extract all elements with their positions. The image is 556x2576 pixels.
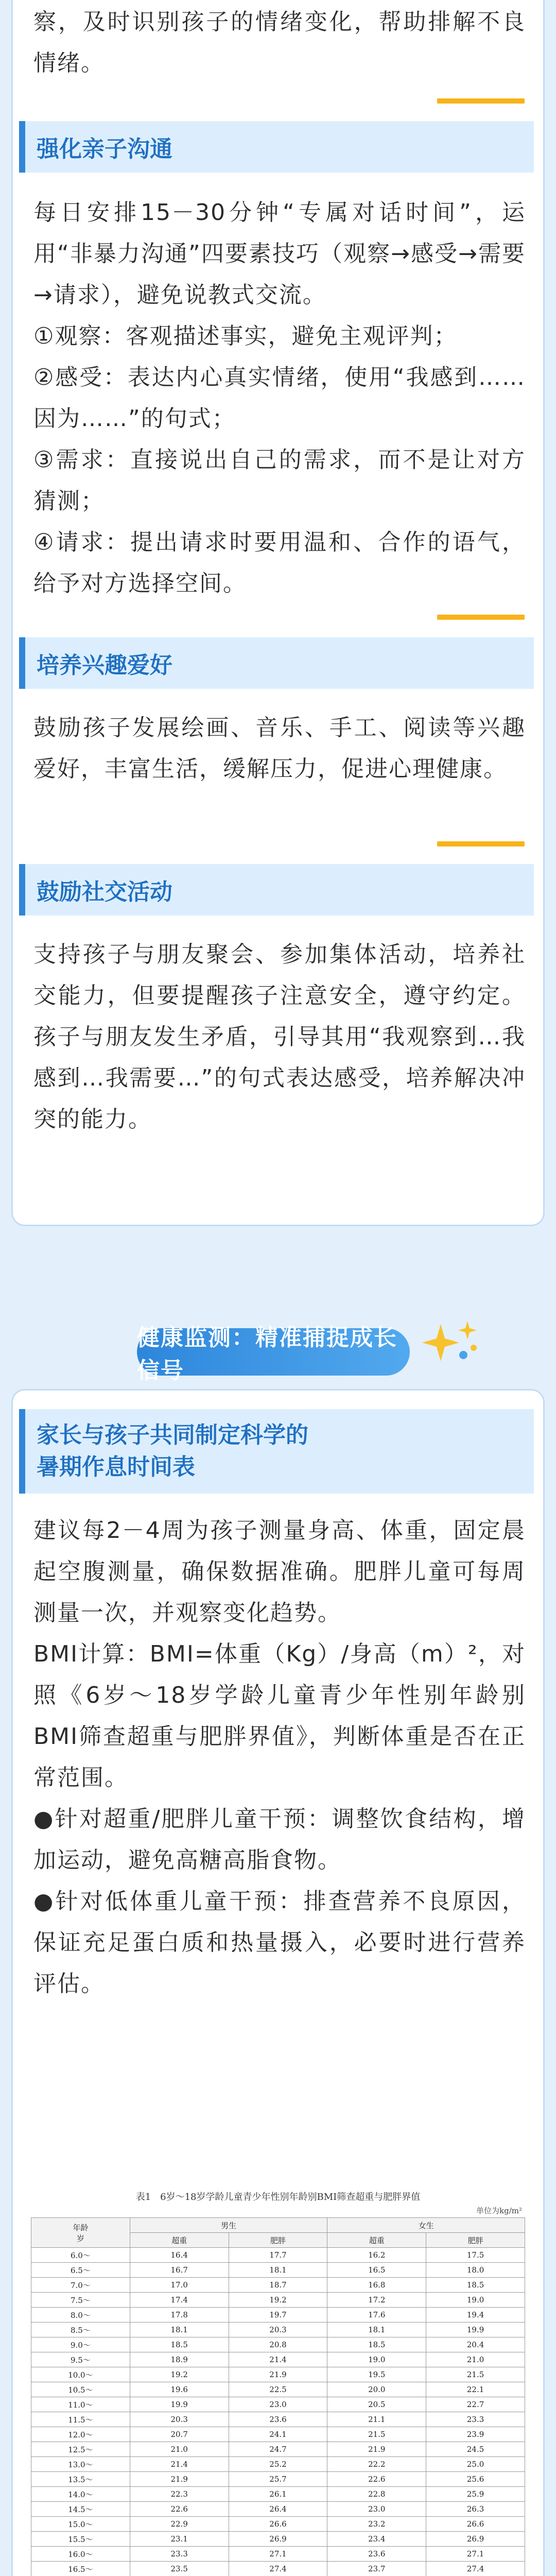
table-row — [31, 2562, 525, 2576]
table-cell: 17.2 — [327, 2293, 426, 2308]
table-cell: 19.2 — [130, 2367, 229, 2382]
table-body — [31, 2248, 525, 2576]
table-cell: 23.1 — [130, 2532, 229, 2547]
table-row — [31, 2457, 525, 2472]
table-cell: 16.8 — [327, 2278, 426, 2293]
table-cell: 16.2 — [327, 2248, 426, 2263]
table-cell: 14.0～ — [31, 2487, 130, 2502]
table-cell: 21.9 — [229, 2367, 327, 2382]
table-cell: 20.0 — [327, 2382, 426, 2397]
table-row — [31, 2472, 525, 2487]
table-cell: 25.6 — [426, 2472, 525, 2487]
table-cell: 26.1 — [229, 2487, 327, 2502]
table-cell: 26.9 — [426, 2532, 525, 2547]
table-cell: 22.7 — [426, 2397, 525, 2412]
table-cell: 10.0～ — [31, 2367, 130, 2382]
table-cell: 21.4 — [130, 2457, 229, 2472]
heading-text: 鼓励社交活动 — [37, 879, 172, 905]
tips-card — [11, 0, 545, 1226]
table-row — [31, 2532, 525, 2547]
table-cell: 26.6 — [426, 2517, 525, 2532]
table-cell: 18.1 — [229, 2263, 327, 2278]
table-cell: 16.4 — [130, 2248, 229, 2263]
bmi-table — [31, 2190, 525, 2576]
measurement-text: 建议每2－4周为孩子测量身高、体重，固定晨起空腹测量，确保数据准确。肥胖儿童可每周测量一次，并观察变化趋势。 BMI计算：BMI=体重（Kg）/身高（m）²，对照《6岁～18岁学龄儿童青少年性别年龄别BMI筛查超重与肥胖界值》，判断体重是否在正常范围。 ●针对超重/肥胖儿童干预：调整饮食结构，增加运动，避免高糖高脂食物。 ●针对低体重儿童干预：排查营养不良原因，保证充足蛋白质和热量摄入，必要时进行营养评估。 — [33, 1517, 526, 1997]
table-cell: 27.4 — [229, 2562, 327, 2576]
table-row — [31, 2263, 525, 2278]
table-cell: 19.5 — [327, 2367, 426, 2382]
table-cell: 13.5～ — [31, 2472, 130, 2487]
table-cell: 24.5 — [426, 2442, 525, 2457]
table-cell: 23.0 — [327, 2502, 426, 2517]
bmi-grid — [31, 2217, 525, 2576]
table-cell: 15.0～ — [31, 2517, 130, 2532]
table-cell: 21.4 — [229, 2352, 327, 2367]
table-cell: 20.3 — [130, 2412, 229, 2427]
table-cell: 22.5 — [229, 2382, 327, 2397]
table-cell: 18.9 — [130, 2352, 229, 2367]
banner-text: 健康监测：精准捕捉成长信号 — [137, 1325, 397, 1384]
table-row — [31, 2412, 525, 2427]
table-cell: 20.7 — [130, 2427, 229, 2442]
table-cell: 22.6 — [327, 2472, 426, 2487]
table-cell: 26.6 — [229, 2517, 327, 2532]
table-cell: 17.0 — [130, 2278, 229, 2293]
table-cell: 19.0 — [327, 2352, 426, 2367]
table-cell: 24.7 — [229, 2442, 327, 2457]
table-cell: 20.5 — [327, 2397, 426, 2412]
table-cell: 17.8 — [130, 2308, 229, 2323]
table-cell: 21.9 — [327, 2442, 426, 2457]
table-cell: 16.5 — [327, 2263, 426, 2278]
heading-schedule — [19, 1409, 534, 1494]
table-cell: 16.5～ — [31, 2562, 130, 2576]
table-cell: 23.5 — [130, 2562, 229, 2576]
table-cell: 18.1 — [327, 2323, 426, 2337]
table-cell: 26.4 — [229, 2502, 327, 2517]
table-cell: 25.2 — [229, 2457, 327, 2472]
sparkle-icon — [420, 1319, 482, 1370]
table-row — [31, 2352, 525, 2367]
table-cell: 27.4 — [426, 2562, 525, 2576]
table-cell: 26.3 — [426, 2502, 525, 2517]
table-cell: 13.0～ — [31, 2457, 130, 2472]
table-cell: 23.7 — [327, 2562, 426, 2576]
table-cell: 17.4 — [130, 2293, 229, 2308]
section-banner — [137, 1325, 410, 1384]
table-cell: 22.1 — [426, 2382, 525, 2397]
table-cell: 15.5～ — [31, 2532, 130, 2547]
table-row — [31, 2278, 525, 2293]
table-cell: 22.2 — [327, 2457, 426, 2472]
table-cell: 16.0～ — [31, 2547, 130, 2562]
hobbies-text: 鼓励孩子发展绘画、音乐、手工、阅读等兴趣爱好，丰富生活，缓解压力，促进心理健康。 — [33, 715, 526, 782]
table-row — [31, 2382, 525, 2397]
heading-parent-communication — [19, 121, 534, 173]
col-header-obese: 肥胖 — [229, 2233, 327, 2248]
table-cell: 7.0～ — [31, 2278, 130, 2293]
table-caption: 表1 6岁～18岁学龄儿童青少年性别年龄别BMI筛查超重与肥胖界值 — [135, 2192, 421, 2202]
table-cell: 18.5 — [426, 2278, 525, 2293]
table-cell: 23.3 — [130, 2547, 229, 2562]
table-cell: 18.1 — [130, 2323, 229, 2337]
table-cell: 20.4 — [426, 2337, 525, 2352]
table-cell: 21.5 — [327, 2427, 426, 2442]
table-row — [31, 2337, 525, 2352]
table-cell: 23.3 — [426, 2412, 525, 2427]
table-row — [31, 2487, 525, 2502]
table-cell: 25.9 — [426, 2487, 525, 2502]
table-cell: 20.3 — [229, 2323, 327, 2337]
heading-hobbies — [19, 637, 534, 689]
table-cell: 22.9 — [130, 2517, 229, 2532]
table-cell: 9.5～ — [31, 2352, 130, 2367]
table-cell: 6.0～ — [31, 2248, 130, 2263]
table-cell: 12.0～ — [31, 2427, 130, 2442]
table-row — [31, 2427, 525, 2442]
table-cell: 27.1 — [426, 2547, 525, 2562]
table-cell: 23.4 — [327, 2532, 426, 2547]
heading-text: 家长与孩子共同制定科学的 暑期作息时间表 — [37, 1422, 308, 1480]
social-text: 支持孩子与朋友聚会、参加集体活动，培养社交能力，但要提醒孩子注意安全，遵守约定。孩子与朋友发生矛盾，引导其用“我观察到…我感到…我需要…”的句式表达感受，培养解决冲突的能力。 — [33, 941, 526, 1132]
intro-tail-text: 察，及时识别孩子的情绪变化，帮助排解不良情绪。 — [33, 9, 526, 76]
table-cell: 8.0～ — [31, 2308, 130, 2323]
table-row — [31, 2367, 525, 2382]
table-row — [31, 2323, 525, 2337]
table-row — [31, 2547, 525, 2562]
table-cell: 17.5 — [426, 2248, 525, 2263]
table-cell: 21.0 — [426, 2352, 525, 2367]
table-cell: 25.0 — [426, 2457, 525, 2472]
table-row — [31, 2517, 525, 2532]
heading-text: 强化亲子沟通 — [37, 136, 172, 162]
table-cell: 24.1 — [229, 2427, 327, 2442]
table-cell: 19.9 — [130, 2397, 229, 2412]
heading-social-activities — [19, 864, 534, 916]
section-divider — [437, 98, 525, 104]
table-cell: 7.5～ — [31, 2293, 130, 2308]
table-cell: 10.5～ — [31, 2382, 130, 2397]
col-header-obese: 肥胖 — [426, 2233, 525, 2248]
table-cell: 22.8 — [327, 2487, 426, 2502]
communication-text: 每日安排15－30分钟“专属对话时间”，运用“非暴力沟通”四要素技巧（观察→感受→需要→请求），避免说教式交流。 ①观察：客观描述事实，避免主观评判； ②感受：表达内心真实情绪，使用“我感到……因为……”的句式； ③需求：直接说出自己的需求，而不是让对方猜测； ④请求：提出请求时要用温和、合作的语气，给予对方选择空间。 — [33, 199, 526, 597]
table-cell: 14.5～ — [31, 2502, 130, 2517]
section-divider — [437, 841, 525, 846]
table-cell: 23.6 — [229, 2412, 327, 2427]
table-cell: 23.2 — [327, 2517, 426, 2532]
table-cell: 21.5 — [426, 2367, 525, 2382]
col-header-overweight: 超重 — [130, 2233, 229, 2248]
table-cell: 16.7 — [130, 2263, 229, 2278]
table-row — [31, 2397, 525, 2412]
table-unit: 单位为kg/m² — [476, 2206, 522, 2215]
table-cell: 18.5 — [327, 2337, 426, 2352]
col-header-overweight: 超重 — [327, 2233, 426, 2248]
col-header-female: 女生 — [327, 2218, 525, 2233]
table-cell: 18.5 — [130, 2337, 229, 2352]
table-cell: 22.6 — [130, 2502, 229, 2517]
table-cell: 17.6 — [327, 2308, 426, 2323]
table-cell: 17.7 — [229, 2248, 327, 2263]
table-cell: 21.0 — [130, 2442, 229, 2457]
table-row — [31, 2502, 525, 2517]
table-cell: 19.0 — [426, 2293, 525, 2308]
table-cell: 19.6 — [130, 2382, 229, 2397]
table-cell: 19.2 — [229, 2293, 327, 2308]
table-cell: 23.9 — [426, 2427, 525, 2442]
table-cell: 9.0～ — [31, 2337, 130, 2352]
table-cell: 21.1 — [327, 2412, 426, 2427]
col-header-male: 男生 — [130, 2218, 327, 2233]
table-cell: 11.0～ — [31, 2397, 130, 2412]
table-row — [31, 2442, 525, 2457]
table-cell: 8.5～ — [31, 2323, 130, 2337]
heading-text: 培养兴趣爱好 — [37, 652, 172, 679]
table-cell: 18.7 — [229, 2278, 327, 2293]
table-cell: 12.5～ — [31, 2442, 130, 2457]
table-row — [31, 2293, 525, 2308]
table-row — [31, 2308, 525, 2323]
table-cell: 21.9 — [130, 2472, 229, 2487]
table-row — [31, 2248, 525, 2263]
table-cell: 19.9 — [426, 2323, 525, 2337]
table-cell: 6.5～ — [31, 2263, 130, 2278]
table-cell: 18.0 — [426, 2263, 525, 2278]
section-divider — [437, 615, 525, 620]
table-cell: 27.1 — [229, 2547, 327, 2562]
table-cell: 19.4 — [426, 2308, 525, 2323]
table-cell: 23.6 — [327, 2547, 426, 2562]
table-cell: 23.0 — [229, 2397, 327, 2412]
table-cell: 11.5～ — [31, 2412, 130, 2427]
table-cell: 19.7 — [229, 2308, 327, 2323]
table-cell: 26.9 — [229, 2532, 327, 2547]
table-cell: 25.7 — [229, 2472, 327, 2487]
table-cell: 20.8 — [229, 2337, 327, 2352]
table-cell: 22.3 — [130, 2487, 229, 2502]
col-header-age: 年龄 岁 — [31, 2218, 130, 2248]
